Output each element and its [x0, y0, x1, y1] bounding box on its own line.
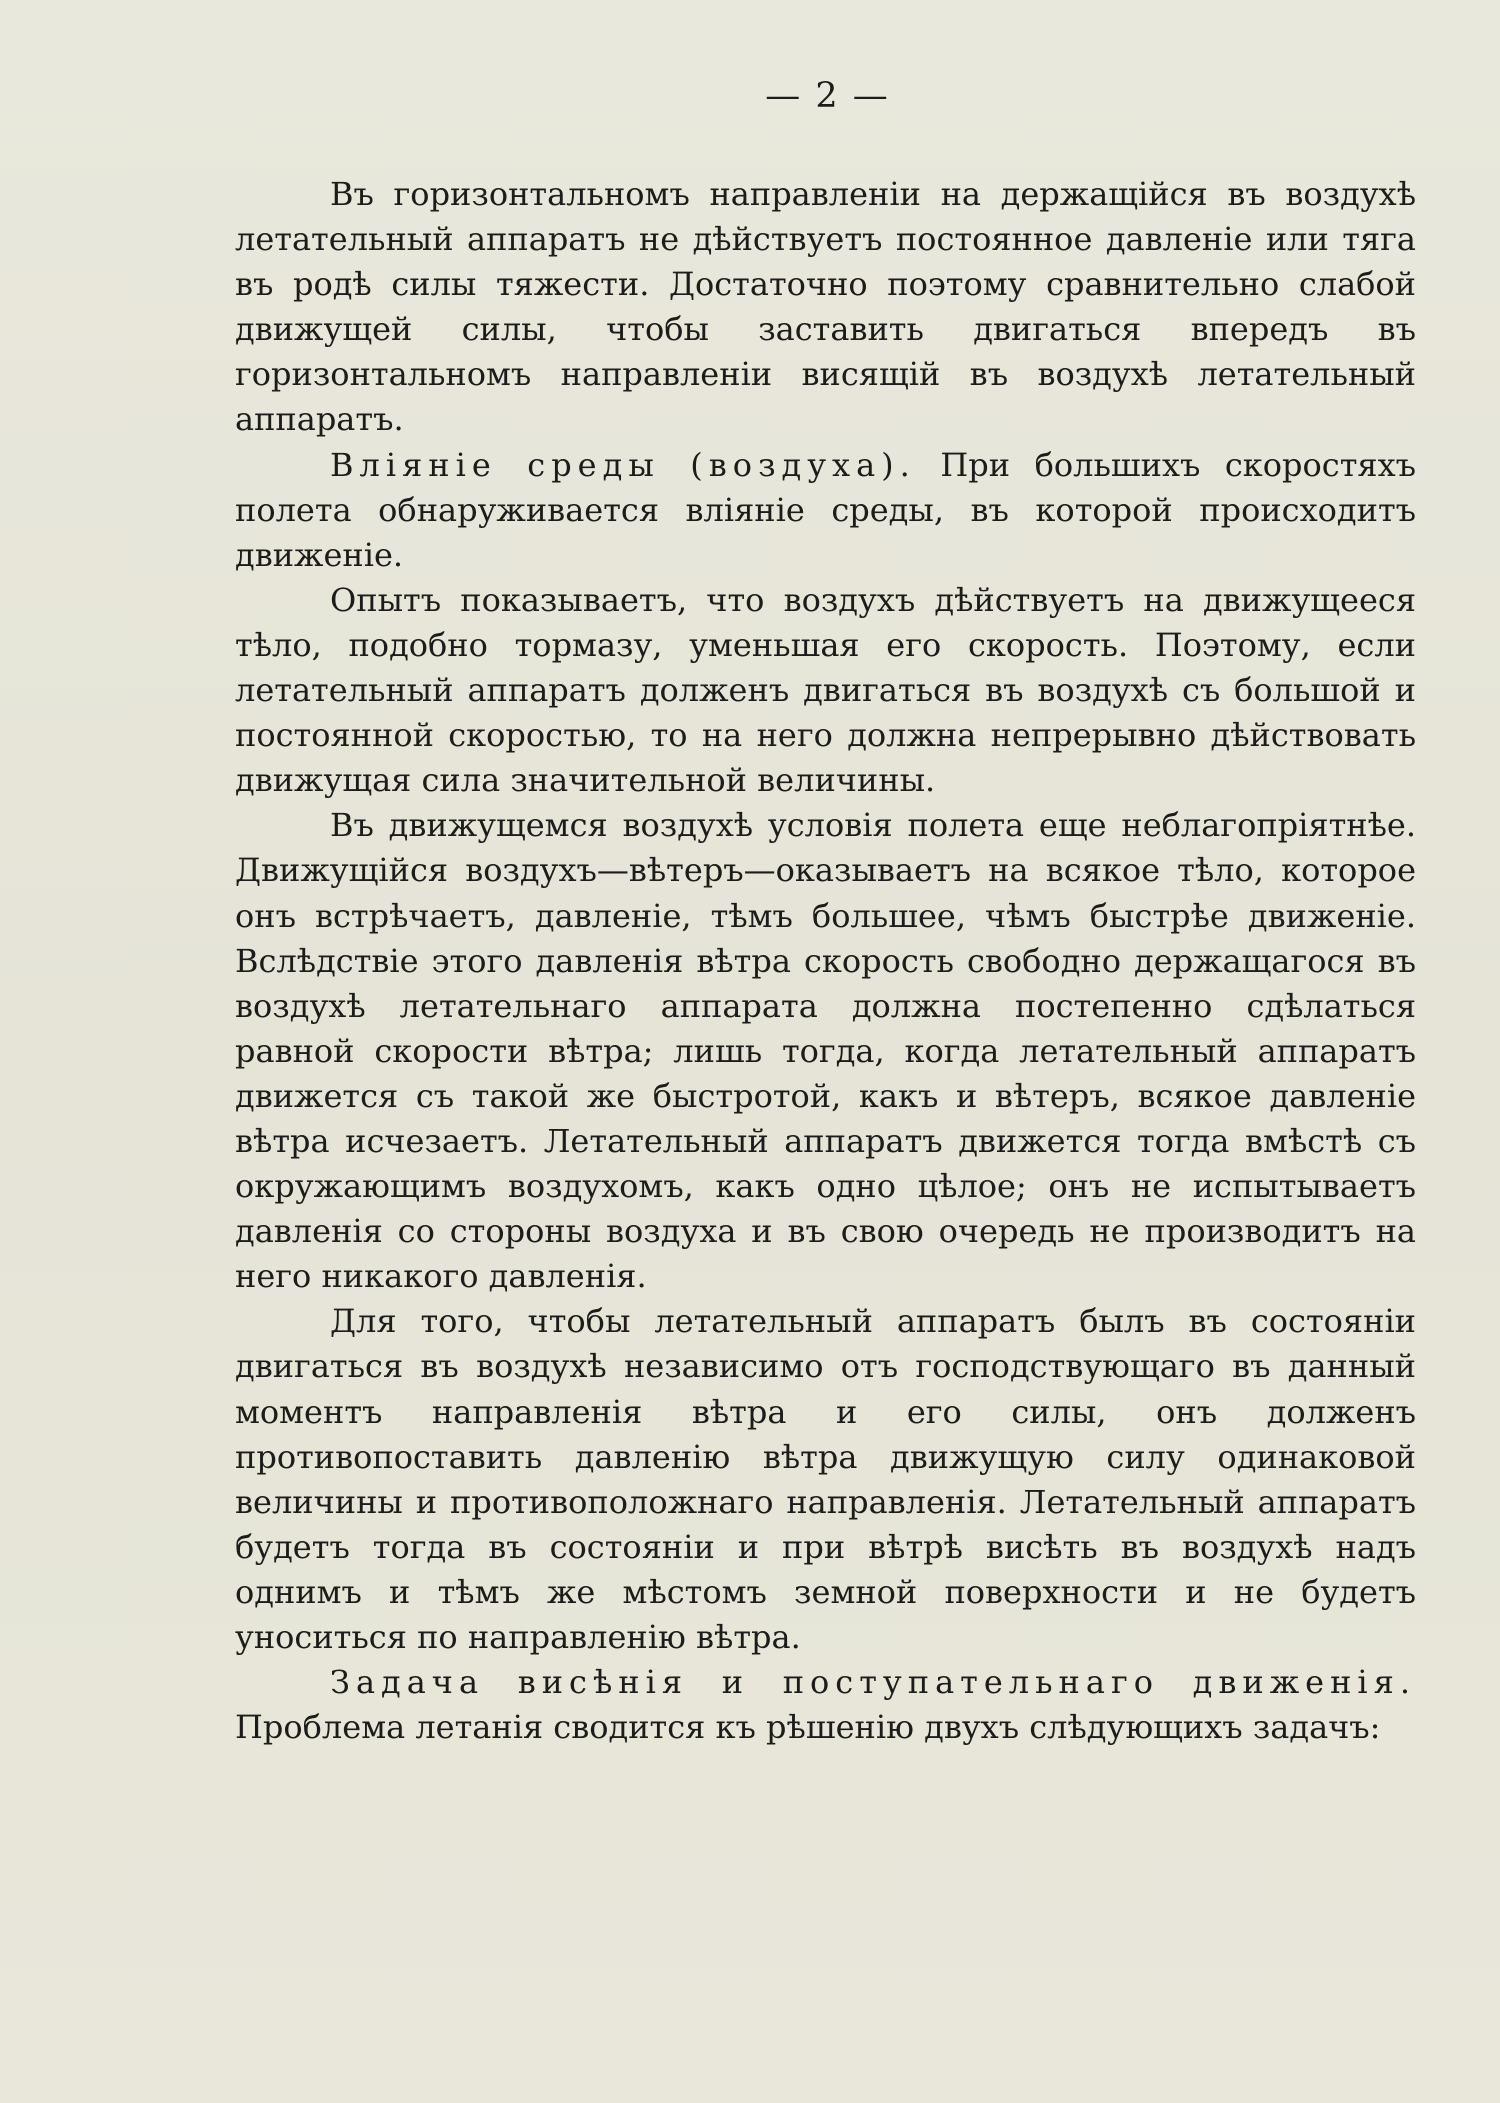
paragraph-3 [235, 578, 1416, 803]
paragraph-heading: Вліяніе среды (воздуха). [330, 445, 916, 484]
paragraph-text: При большихъ скоростяхъ полета обнаруживается вліяніе среды, въ которой происходитъ движеніе. [235, 445, 1417, 574]
paragraph-2 [235, 443, 1416, 578]
paragraph-text: Проблема летанія сводится къ рѣшенію двухъ слѣдующихъ задачъ: [235, 1708, 1381, 1747]
page-number: — 2 — [765, 76, 890, 116]
paragraph-text: Въ движущемся воздухѣ условія полета еще неблагопріятнѣе. Движущійся воздухъ—вѣтеръ—оказываетъ на всякое тѣло, которое онъ встрѣчаетъ, давленіе, тѣмъ большее, чѣмъ быстрѣе движеніе. Вслѣдствіе этого давленія вѣтра скорость свободно держащагося въ воздухѣ летательнаго аппарата должна постепенно сдѣлаться равной скорости вѣтра; лишь тогда, когда летательный аппаратъ движется съ такой же быстротой, какъ и вѣтеръ, всякое давленіе вѣтра исчезаетъ. Летательный аппаратъ движется тогда вмѣстѣ съ окружающимъ воздухомъ, какъ одно цѣлое; онъ не испытываетъ давленія со стороны воздуха и въ свою очередь не производитъ на него никакого давленія. [235, 806, 1416, 1296]
paragraph-heading: Задача висѣнія и поступательнаго движенія. [330, 1663, 1416, 1702]
paragraph-text: Для того, чтобы летательный аппаратъ былъ въ состояніи двигаться въ воздухѣ независимо отъ господствующаго въ данный моментъ направленія вѣтра и его силы, онъ долженъ противопоставить давленію вѣтра движущую силу одинаковой величины и противоположнаго направленія. Летательный аппаратъ будетъ тогда въ состояніи и при вѣтрѣ висѣть въ воздухѣ надъ однимъ и тѣмъ же мѣстомъ земной поверхности и не будетъ уноситься по направленію вѣтра. [235, 1302, 1416, 1656]
paragraph-text: Опытъ показываетъ, что воздухъ дѣйствуетъ на движущееся тѣло, подобно тормазу, уменьшая его скорость. Поэтому, если летательный аппаратъ долженъ двигаться въ воздухѣ съ большой и постоянной скоростью, то на него должна непрерывно дѣйствовать движущая сила значительной величины. [235, 580, 1416, 800]
paragraph-text: Въ горизонтальномъ направленіи на держащійся въ воздухѣ летательный аппаратъ не дѣйствуетъ постоянное давленіе или тяга въ родѣ силы тяжести. Достаточно поэтому сравнительно слабой движущей силы, чтобы заставить двигаться впередъ въ горизонтальномъ направленіи висящій въ воздухѣ летательный аппаратъ. [235, 175, 1416, 439]
paragraph-1 [235, 172, 1416, 443]
paragraph-6 [235, 1660, 1416, 1750]
paragraph-4 [235, 803, 1416, 1299]
page-body [235, 172, 1416, 1750]
paragraph-5 [235, 1299, 1416, 1660]
